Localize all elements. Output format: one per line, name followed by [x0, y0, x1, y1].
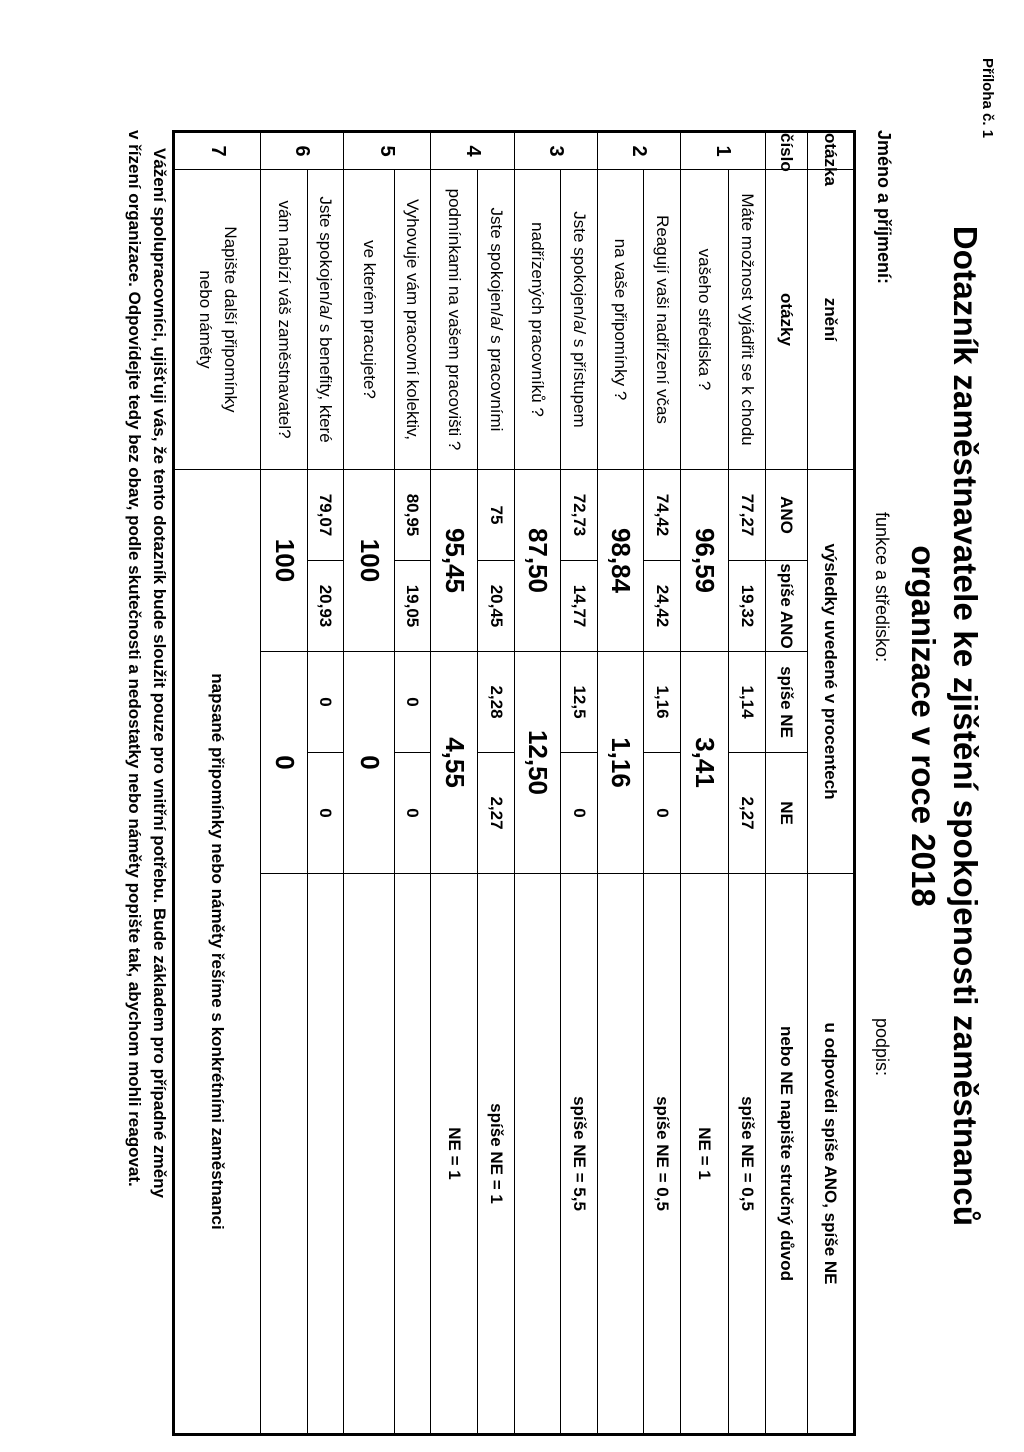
document-subtitle: organizace v roce 2018 — [905, 545, 942, 907]
sum-negative: 4,55 — [431, 652, 478, 874]
question-row — [729, 132, 765, 1435]
question-text-line2: nadřízených pracovníků ? — [514, 170, 561, 470]
question-row — [644, 132, 680, 1435]
value-rather-no: 1,14 — [729, 652, 765, 753]
question-text-line1: Reagují vaši nadřízení včas — [644, 170, 680, 470]
sum-positive: 100 — [344, 470, 395, 652]
value-rather-no: 0 — [307, 652, 343, 753]
question-text-line1: Jste spokojen/a/ s benefity, které — [307, 170, 343, 470]
sum-positive: 96,59 — [680, 470, 729, 652]
header-number-label: číslo — [765, 132, 808, 170]
value-no: 0 — [644, 753, 680, 874]
signature-field-label: podpis: — [872, 1018, 892, 1077]
question-number: 4 — [431, 132, 514, 170]
reason-line1: spíše NE = 0,5 — [729, 874, 765, 1435]
value-yes: 77,27 — [729, 470, 765, 561]
question-text-line1: Napište další připomínky — [221, 226, 241, 413]
row-7-note: napsané připomínky nebo náměty řešíme s konkrétními zaměstnanci — [174, 470, 261, 1435]
value-no: 0 — [307, 753, 343, 874]
question-text-line2: vašeho střediska ? — [680, 170, 729, 470]
attachment-label: Příloha č. 1 — [979, 58, 996, 139]
sum-negative: 1,16 — [597, 652, 644, 874]
question-number: 3 — [514, 132, 597, 170]
question-row-sub — [261, 132, 308, 1435]
reason-line2 — [344, 874, 395, 1435]
question-number: 5 — [344, 132, 431, 170]
name-field-label: Jméno a příjmení: — [874, 130, 894, 285]
question-row — [478, 132, 514, 1435]
reason-line1: spíše NE = 0,5 — [644, 874, 680, 1435]
header-question-label: otázka — [808, 132, 855, 170]
value-rather-yes: 24,42 — [644, 561, 680, 652]
header-yes: ANO — [765, 470, 808, 561]
question-text-line1: Máte možnost vyjádřit se k chodu — [729, 170, 765, 470]
reason-line1 — [307, 874, 343, 1435]
document-title: Dotazník zaměstnavatele ke zjištění spokojenosti zaměstnanců — [947, 225, 984, 1227]
question-number: 7 — [174, 132, 261, 170]
value-no: 0 — [395, 753, 431, 874]
footer-line-1: Vážení spolupracovníci, ujišťuji vás, že tento dotazník bude sloužit pouze pro vnitřní potřebu. Bude základem pro případné změny — [150, 148, 169, 1199]
reason-line2 — [261, 874, 308, 1435]
function-field-label: funkce a středisko: — [872, 512, 892, 663]
question-number: 2 — [597, 132, 680, 170]
value-rather-yes: 19,05 — [395, 561, 431, 652]
value-no: 2,27 — [729, 753, 765, 874]
reason-line1 — [395, 874, 431, 1435]
value-rather-yes: 14,77 — [561, 561, 597, 652]
header-row-2 — [765, 132, 808, 1435]
question-row — [395, 132, 431, 1435]
question-row-sub — [344, 132, 395, 1435]
sum-positive: 87,50 — [514, 470, 561, 652]
value-rather-no: 12,5 — [561, 652, 597, 753]
question-row-sub — [431, 132, 478, 1435]
sum-positive: 98,84 — [597, 470, 644, 652]
footer-line-2: v řízení organizace. Odpovídejte tedy bez obav, podle skutečnosti a nedostatky nebo náměty popište tak, abychom mohli reagovat. — [125, 130, 144, 1187]
header-question2-label: otázky — [765, 170, 808, 470]
reason-line2 — [597, 874, 644, 1435]
sum-positive: 95,45 — [431, 470, 478, 652]
sum-negative: 3,41 — [680, 652, 729, 874]
header-results-label: výsledky uvedené v procentech — [808, 470, 855, 874]
value-rather-no: 1,16 — [644, 652, 680, 753]
value-no: 2,27 — [478, 753, 514, 874]
value-yes: 75 — [478, 470, 514, 561]
question-text-line2: na vaše připomínky ? — [597, 170, 644, 470]
value-rather-no: 0 — [395, 652, 431, 753]
header-wording-label: znění — [808, 170, 855, 470]
value-yes: 74,42 — [644, 470, 680, 561]
sum-positive: 100 — [261, 470, 308, 652]
question-text-line2: ve kterém pracujete? — [344, 170, 395, 470]
question-text-line2: nebo náměty — [195, 270, 215, 369]
reason-line1: spíše NE = 5,5 — [561, 874, 597, 1435]
value-yes: 79,07 — [307, 470, 343, 561]
header-reason-line2: nebo NE napište stručný důvod — [765, 874, 808, 1435]
question-row — [307, 132, 343, 1435]
question-text-line1: Vyhovuje vám pracovní kolektiv, — [395, 170, 431, 470]
header-rather-no: spíše NE — [765, 652, 808, 753]
question-text-line1: Jste spokojen/a/ s pracovními — [478, 170, 514, 470]
header-row-1 — [808, 132, 855, 1435]
reason-line2: NE = 1 — [680, 874, 729, 1435]
value-rather-yes: 20,93 — [307, 561, 343, 652]
survey-table — [172, 130, 856, 1436]
question-text-line1: Jste spokojen/a/ s přístupem — [561, 170, 597, 470]
value-yes: 72,73 — [561, 470, 597, 561]
value-rather-yes: 20,45 — [478, 561, 514, 652]
question-number: 6 — [261, 132, 344, 170]
value-no: 0 — [561, 753, 597, 874]
reason-line2 — [514, 874, 561, 1435]
value-rather-yes: 19,32 — [729, 561, 765, 652]
question-text-line2: podmínkami na vašem pracovišti ? — [431, 170, 478, 470]
header-no: NE — [765, 753, 808, 874]
question-row — [561, 132, 597, 1435]
question-number: 1 — [680, 132, 765, 170]
value-yes: 80,95 — [395, 470, 431, 561]
value-rather-no: 2,28 — [478, 652, 514, 753]
sum-negative: 0 — [261, 652, 308, 874]
question-row-7 — [174, 132, 261, 1435]
question-row-sub — [597, 132, 644, 1435]
sum-negative: 12,50 — [514, 652, 561, 874]
question-row-sub — [514, 132, 561, 1435]
question-row-sub — [680, 132, 729, 1435]
question-7-text — [174, 170, 261, 470]
reason-line1: spíše NE = 1 — [478, 874, 514, 1435]
sum-negative: 0 — [344, 652, 395, 874]
header-rather-yes: spíše ANO — [765, 561, 808, 652]
question-text-line2: vám nabízí váš zaměstnavatel? — [261, 170, 308, 470]
reason-line2: NE = 1 — [431, 874, 478, 1435]
header-reason-line1: u odpovědi spíše ANO, spíše NE — [808, 874, 855, 1435]
